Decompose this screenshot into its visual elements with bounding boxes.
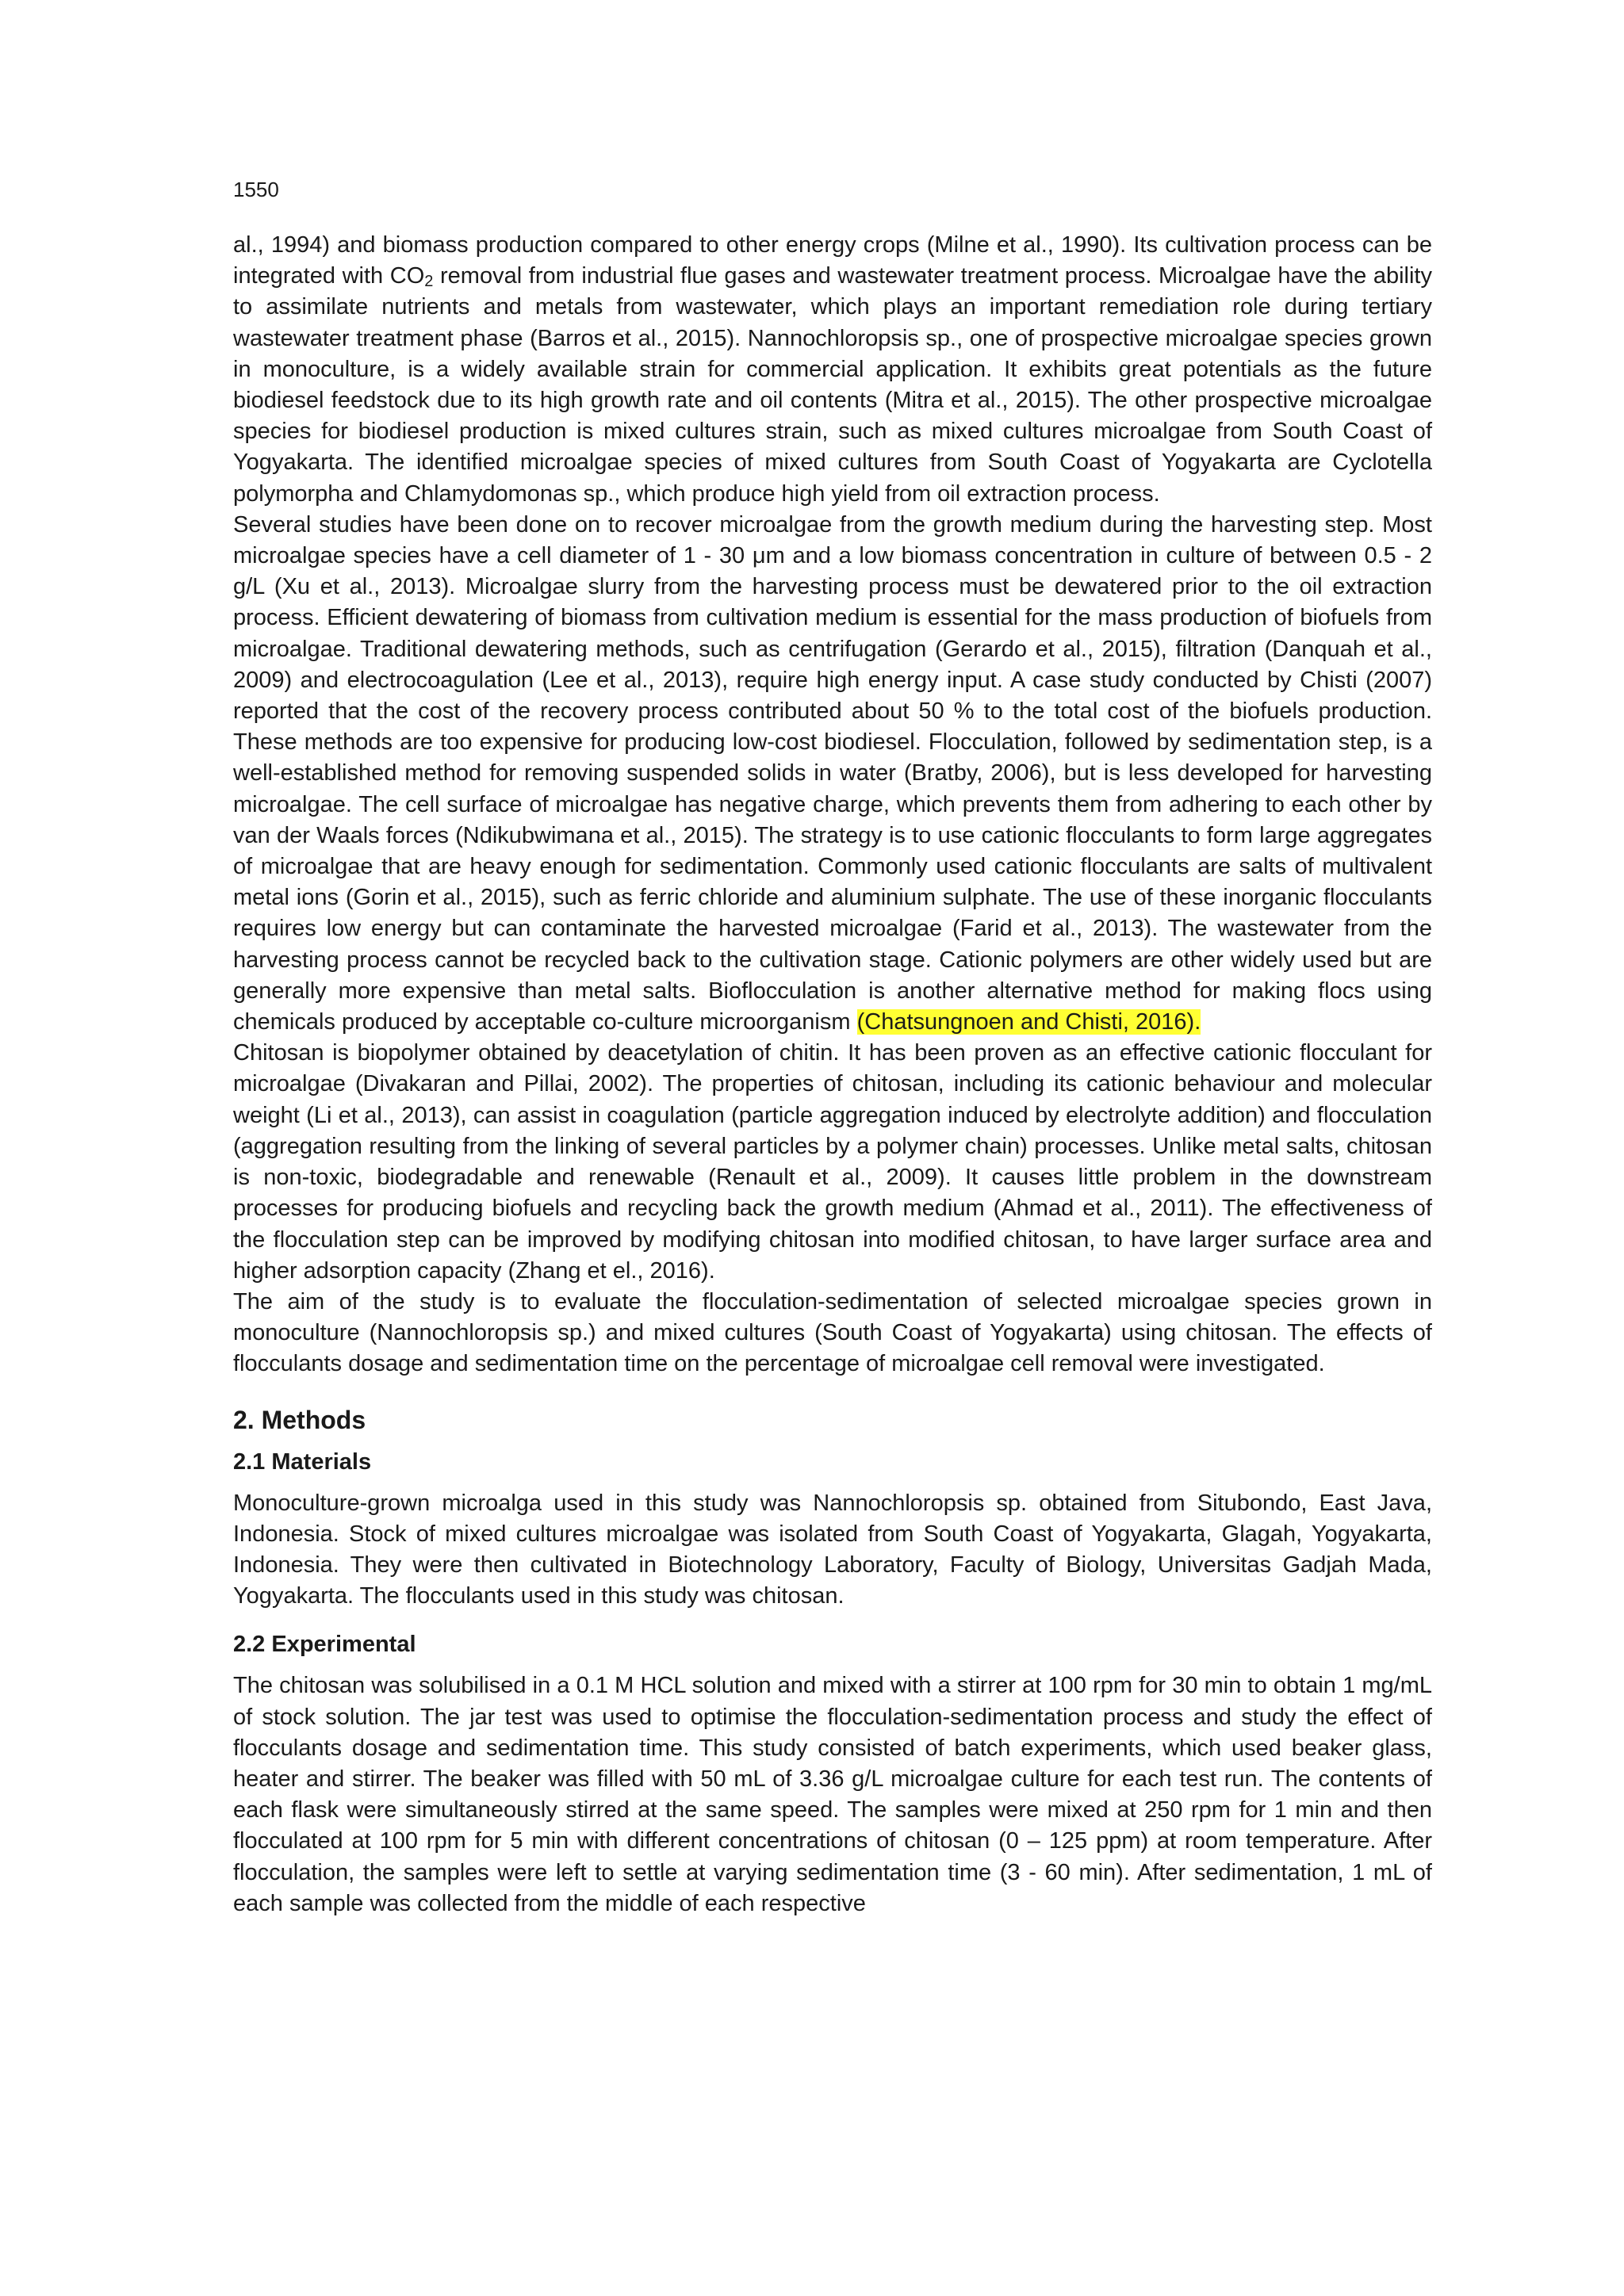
intro-paragraph-1-start: al., 1994) and biomass production compared to other energy crops (Milne et al., 1990). Its cultivation process can be integrated with CO [233,232,1432,289]
highlighted-citation: (Chatsungnoen and Chisti, 2016). [856,1009,1201,1035]
co2-subscript: 2 [424,273,434,291]
intro-paragraph-3: Chitosan is biopolymer obtained by deacetylation of chitin. It has been proven as an effective cationic flocculant for microalgae (Divakaran and Pillai, 2002). The properties of chitosan, including its cationic behaviour and molecular weight (Li et al., 2013), can assist in coagulation (particle aggregation induced by electrolyte addition) and flocculation (aggregation resulting from the linking of several particles by a polymer chain) processes. Unlike metal salts, chitosan is non-toxic, biodegradable and renewable (Renault et al., 2009). It causes little problem in the downstream processes for producing biofuels and recycling back the growth medium (Ahmad et al., 2011). The effectiveness of the flocculation step can be improved by modifying chitosan into modified chitosan, to have larger surface area and higher adsorption capacity (Zhang et el., 2016). [233,1040,1432,1284]
intro-paragraph-1 [233,230,1432,510]
materials-heading: 2.1 Materials [233,1448,372,1475]
intro-paragraph-2-text: Several studies have been done on to recover microalgae from the growth medium during the harvesting step. Most microalgae species have a cell diameter of 1 - 30 μm and a low biomass concentration in culture of between 0.5 - 2 g/L (Xu et al., 2013). Microalgae slurry from the harvesting process must be dewatered prior to the oil extraction process. Efficient dewatering of biomass from cultivation medium is essential for the mass production of biofuels from microalgae. Traditional dewatering methods, such as centrifugation (Gerardo et al., 2015), filtration (Danquah et al., 2009) and electrocoagulation (Lee et al., 2013), require high energy input. A case study conducted by Chisti (2007) reported that the cost of the recovery process contributed about 50 % to the total cost of the biofuels production. These methods are too expensive for producing low-cost biodiesel. Flocculation, followed by sedimentation step, is a well-established method for removing suspended solids in water (Bratby, 2006), but is less developed for harvesting microalgae. The cell surface of microalgae has negative charge, which prevents them from adhering to each other by van der Waals forces (Ndikubwimana et al., 2015). The strategy is to use cationic flocculants to form large aggregates of microalgae that are heavy enough for sedimentation. Commonly used cationic flocculants are salts of multivalent metal ions (Gorin et al., 2015), such as ferric chloride and aluminium sulphate. The use of these inorganic flocculants requires low energy but can contaminate the harvested microalgae (Farid et al., 2013). The wastewater from the harvesting process cannot be recycled back to the cultivation stage. Cationic polymers are other widely used but are generally more expensive than metal salts. Bioflocculation is another alternative method for making flocs using chemicals produced by acceptable co-culture microorganism [233,511,1432,1035]
page-number: 1550 [233,178,279,201]
intro-paragraph-1-end: removal from industrial flue gases and wastewater treatment process. Microalgae have the ability to assimilate nutrients and metals from wastewater, which plays an important remediation role during tertiary wastewater treatment phase (Barros et al., 2015). Nannochloropsis sp., one of prospective microalgae species grown in monoculture, is a widely available strain for commercial application. It exhibits great potentials as the future biodiesel feedstock due to its high growth rate and oil contents (Mitra et al., 2015). The other prospective microalgae species for biodiesel production is mixed cultures strain, such as mixed cultures microalgae from South Coast of Yogyakarta. The identified microalgae species of mixed cultures from South Coast of Yogyakarta are Cyclotella polymorpha and Chlamydomonas sp., which produce high yield from oil extraction process. [233,263,1432,507]
intro-paragraph-4: The aim of the study is to evaluate the flocculation-sedimentation of selected microalgae species grown in monoculture (Nannochloropsis sp.) and mixed cultures (South Coast of Yogyakarta) using chitosan. The effects of flocculants dosage and sedimentation time on the percentage of microalgae cell removal were investigated. [233,1288,1432,1377]
intro-paragraph-2 [233,510,1432,1038]
experimental-heading: 2.2 Experimental [233,1632,416,1658]
experimental-paragraph: The chitosan was solubilised in a 0.1 M HCL solution and mixed with a stirrer at 100 rpm for 30 min to obtain 1 mg/mL of stock solution. The jar test was used to optimise the flocculation-sedimentation process and study the effect of flocculants dosage and sedimentation time. This study consisted of batch experiments, which used beaker glass, heater and stirrer. The beaker was filled with 50 mL of 3.36 g/L microalgae culture for each test run. The contents of each flask were simultaneously stirred at the same speed. The samples were mixed at 250 rpm for 1 min and then flocculated at 100 rpm for 5 min with different concentrations of chitosan (0 – 125 ppm) at room temperature. After flocculation, the samples were left to settle at varying sedimentation time (3 - 60 min). After sedimentation, 1 mL of each sample was collected from the middle of each respective [233,1673,1432,1916]
materials-paragraph: Monoculture-grown microalga used in this study was Nannochloropsis sp. obtained from Situbondo, East Java, Indonesia. Stock of mixed cultures microalgae was isolated from South Coast of Yogyakarta, Glagah, Yogyakarta, Indonesia. They were then cultivated in Biotechnology Laboratory, Faculty of Biology, Universitas Gadjah Mada, Yogyakarta. The flocculants used in this study was chitosan. [233,1490,1432,1609]
body-text [233,230,1432,1919]
methods-heading: 2. Methods [233,1405,366,1434]
